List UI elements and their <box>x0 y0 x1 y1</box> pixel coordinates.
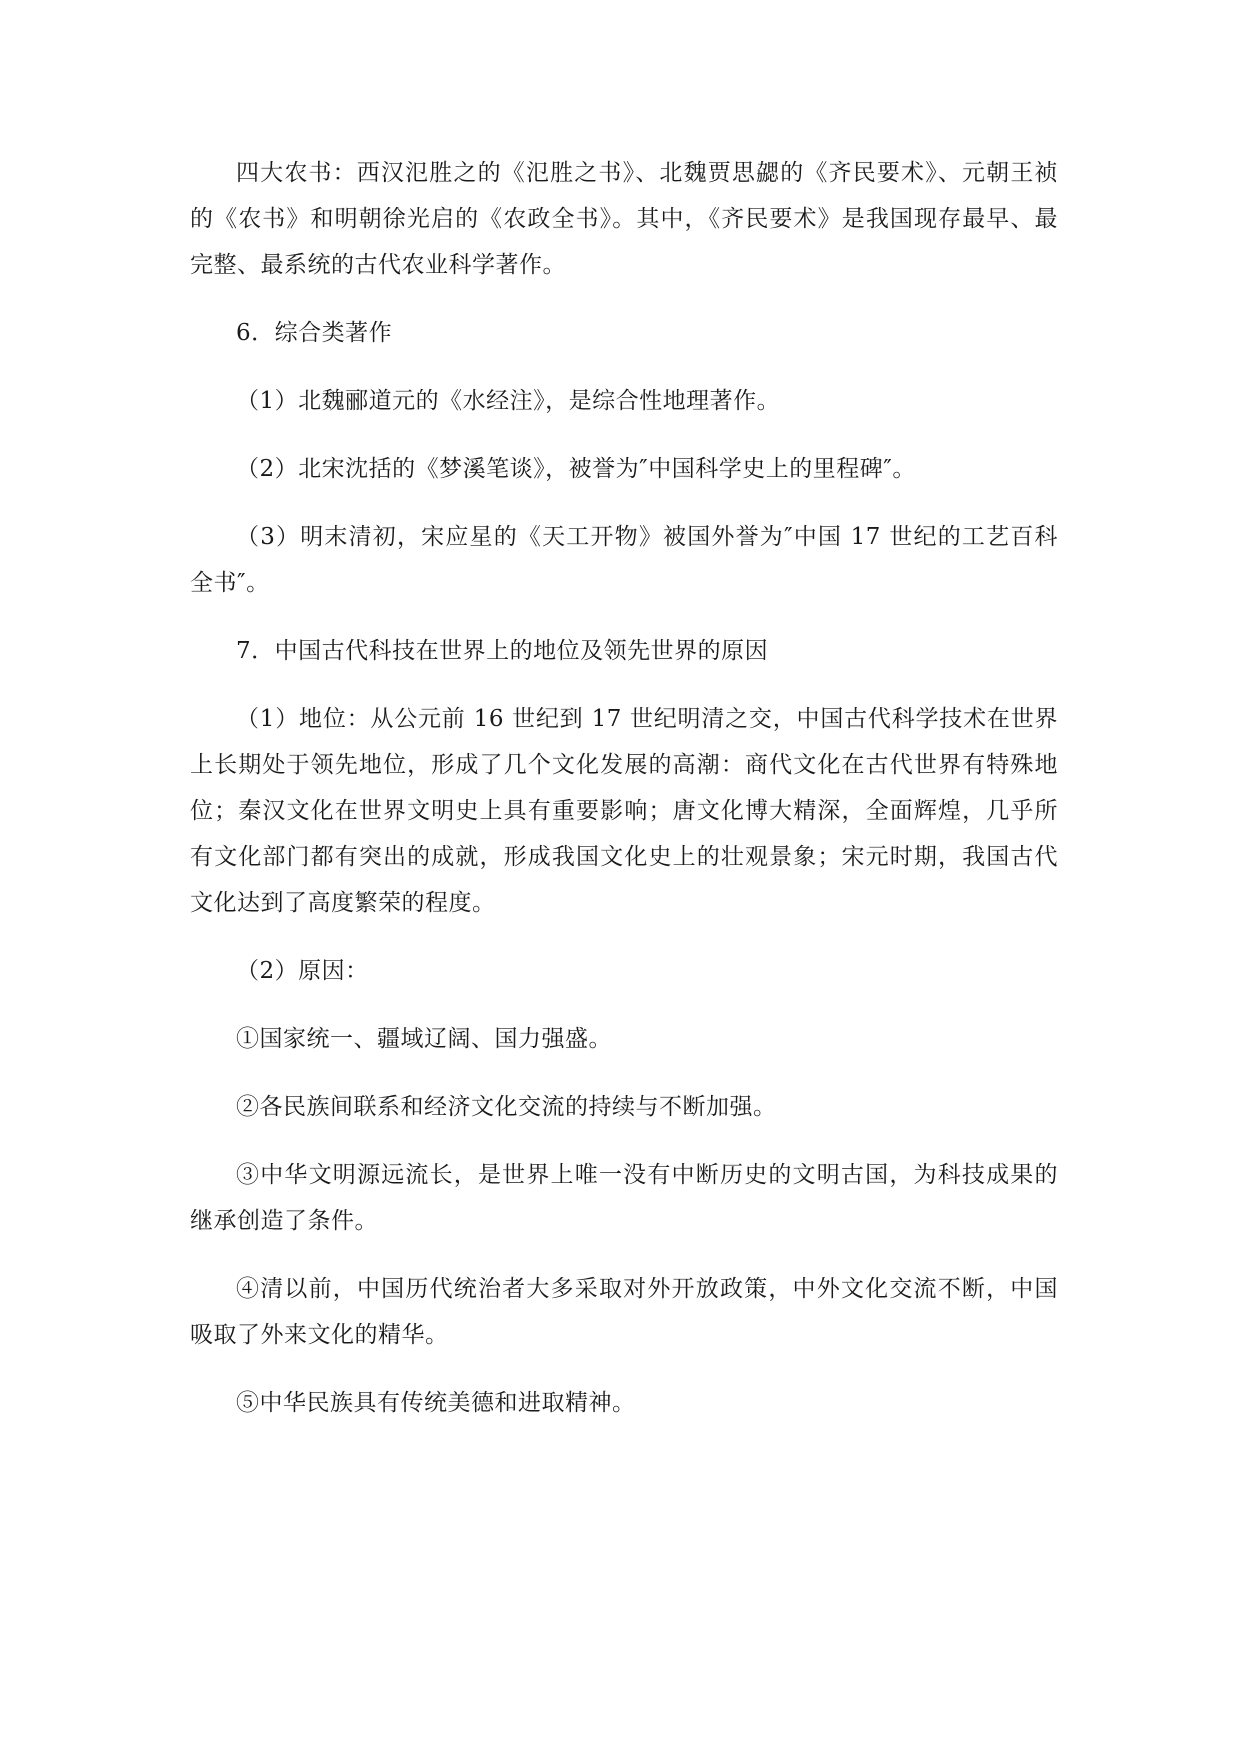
heading-status-and-reasons: 7．中国古代科技在世界上的地位及领先世界的原因 <box>236 638 769 664</box>
paragraph-four-agricultural-books: 四大农书：西汉氾胜之的《氾胜之书》、北魏贾思勰的《齐民要术》、元朝王祯的《农书》和明朝徐光启的《农政全书》。其中，《齐民要术》是我国现存最早、最完整、最系统的古代农业科学著作。 <box>190 160 1058 278</box>
list-item-reason-5: ⑤中华民族具有传统美德和进取精神。 <box>236 1390 636 1416</box>
paragraph-reasons-label: （2）原因： <box>236 958 369 984</box>
paragraph-status: （1）地位：从公元前 16 世纪到 17 世纪明清之交，中国古代科学技术在世界上长期处于领先地位，形成了几个文化发展的高潮：商代文化在古代世界有特殊地位；秦汉文化在世界文明史上具有重要影响；唐文化博大精深，全面辉煌，几乎所有文化部门都有突出的成就，形成我国文化史上的壮观景象；宋元时期，我国古代文化达到了高度繁荣的程度。 <box>190 706 1058 916</box>
heading-comprehensive-works: 6．综合类著作 <box>236 320 393 346</box>
list-item-reason-3: ③中华文明源远流长，是世界上唯一没有中断历史的文明古国，为科技成果的继承创造了条件。 <box>190 1162 1058 1234</box>
document-page <box>190 150 1058 1448</box>
list-item-reason-4: ④清以前，中国历代统治者大多采取对外开放政策，中外文化交流不断，中国吸取了外来文化的精华。 <box>190 1276 1058 1348</box>
paragraph-mengxi-bitan: （2）北宋沈括的《梦溪笔谈》，被誉为″中国科学史上的里程碑″。 <box>236 456 916 482</box>
list-item-reason-2: ②各民族间联系和经济文化交流的持续与不断加强。 <box>236 1094 777 1120</box>
paragraph-shuijingzhu: （1）北魏郦道元的《水经注》，是综合性地理著作。 <box>236 388 781 414</box>
paragraph-tiangong-kaiwu: （3）明末清初，宋应星的《天工开物》被国外誉为″中国 17 世纪的工艺百科全书″。 <box>190 524 1058 596</box>
list-item-reason-1: ①国家统一、疆域辽阔、国力强盛。 <box>236 1026 612 1052</box>
